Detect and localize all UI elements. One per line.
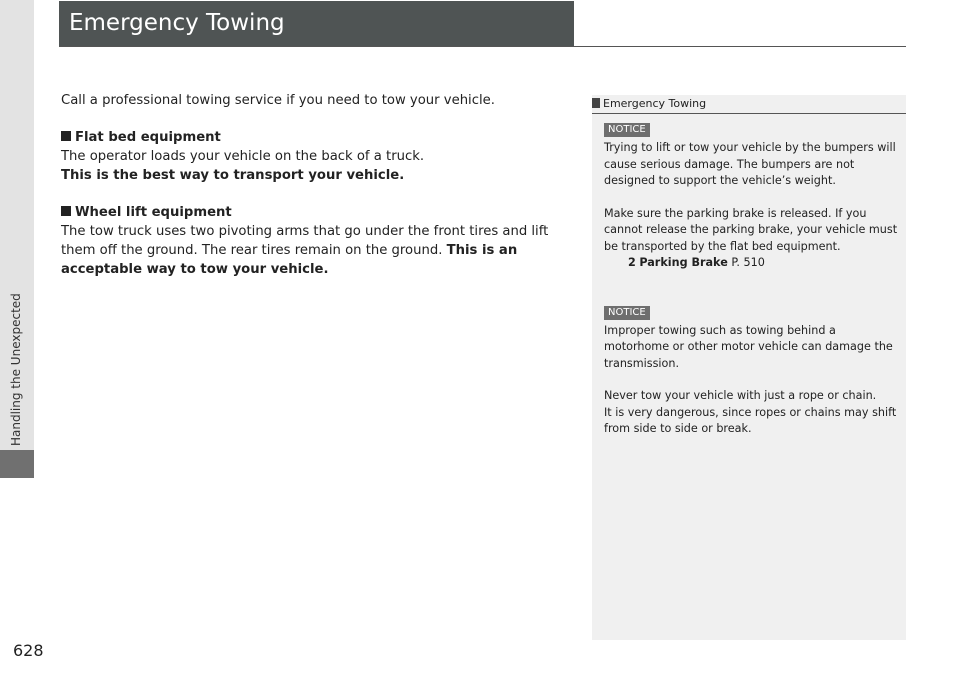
main-content [61, 91, 581, 279]
side-tab-marker [0, 450, 34, 478]
title-divider [59, 46, 906, 47]
notice-text-1: Trying to lift or tow your vehicle by the bumpers will cause serious damage. The bumpers are not designed to support the vehicle’s weight. [604, 141, 896, 187]
notice-text-3: Improper towing such as towing behind a motorhome or other motor vehicle can damage the transmission. [604, 323, 893, 370]
note-marker-icon [592, 98, 600, 108]
cross-reference-arrow-icon: 2 [628, 256, 636, 269]
flat-bed-text: The operator loads your vehicle on the back of a truck. [61, 149, 425, 164]
wheel-lift-bold: This is an acceptable way to tow your vehicle. [61, 243, 518, 277]
intro-text: Call a professional towing service if you need to tow your vehicle. [61, 93, 495, 108]
sidebar-heading: Emergency Towing [592, 95, 906, 114]
flat-bed-bold: This is the best way to transport your vehicle. [61, 168, 405, 183]
notice-badge: NOTICE [604, 306, 650, 320]
page-number: 628 [13, 641, 44, 660]
sidebar-notes [592, 95, 906, 640]
page-title: Emergency Towing [59, 1, 574, 46]
section-heading-flat-bed: Flat bed equipment [61, 128, 581, 147]
notice-text-4a: Never tow your vehicle with just a rope or chain. [604, 389, 877, 402]
wheel-lift-text: The tow truck uses two pivoting arms that go under the front tires and lift them off the ground. The rear tires remain on the ground. This is an acceptable way to tow your vehicle. [61, 224, 549, 277]
cross-reference-link[interactable]: 2 Parking Brake P. 510 [628, 256, 765, 269]
square-bullet-icon [61, 206, 71, 216]
notice-text-2: Make sure the parking brake is released. If you cannot release the parking brake, your vehicle must be transported by the flat bed equipment. [604, 206, 898, 253]
chapter-label: Handling the Unexpected [9, 293, 23, 446]
square-bullet-icon [61, 131, 71, 141]
notice-text-4b: It is very dangerous, since ropes or chains may shift from side to side or break. [604, 405, 897, 435]
notice-badge: NOTICE [604, 123, 650, 137]
section-heading-wheel-lift: Wheel lift equipment [61, 203, 581, 222]
